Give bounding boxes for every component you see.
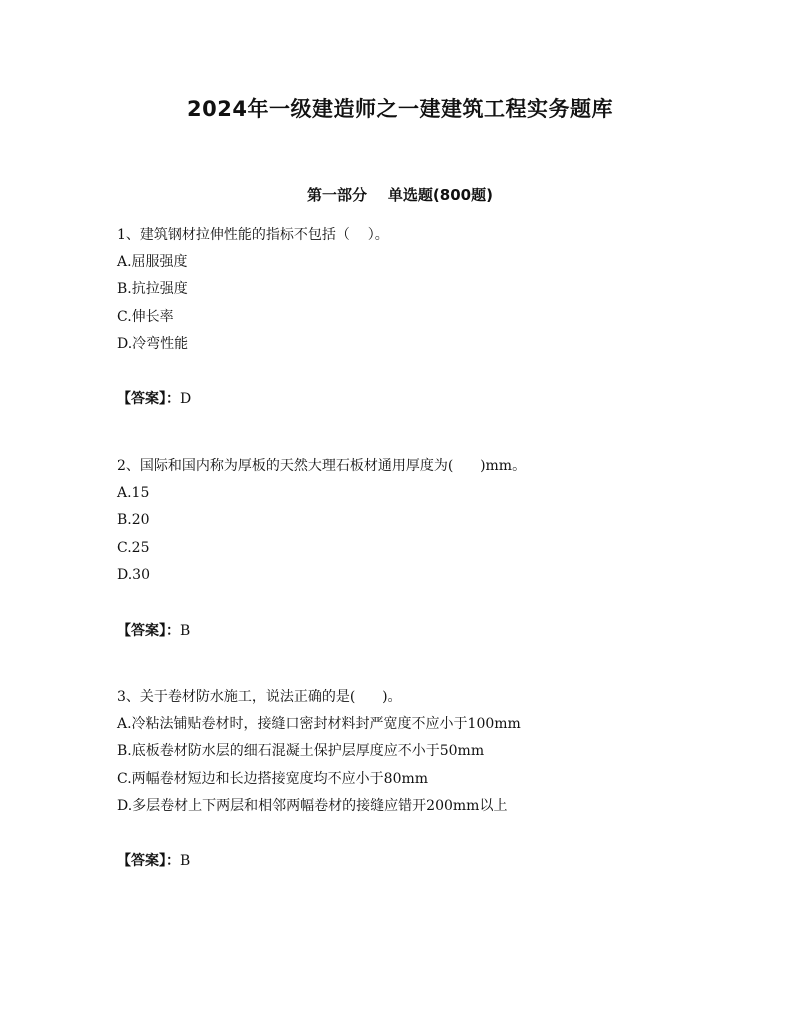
answer-3 [117,848,190,875]
option-a: A.15 [117,485,150,502]
question-1 [117,222,737,358]
option-d: D.多层卷材上下两层和相邻两幅卷材的接缝应错开200mm以上 [117,797,508,814]
question-stem: 1、建筑钢材拉伸性能的指标不包括（ ）。 [117,227,389,243]
question-2 [117,453,737,589]
answer-label: 【答案】： [117,853,180,869]
option-a: A.屈服强度 [117,254,188,271]
section-title: 第一部分 单选题(800题) [307,186,493,204]
option-b: B.抗拉强度 [117,281,188,298]
document-title: 2024年一级建造师之一建建筑工程实务题库 [187,97,613,121]
question-stem: 3、关于卷材防水施工，说法正确的是( )。 [117,689,402,705]
option-d: D.30 [117,566,150,583]
answer-2 [117,618,190,645]
option-c: C.两幅卷材短边和长边搭接宽度均不应小于80mm [117,770,429,787]
question-3 [117,684,737,820]
option-b: B.20 [117,512,150,529]
option-c: C.25 [117,539,150,556]
option-d: D.冷弯性能 [117,335,189,352]
option-a: A.冷粘法铺贴卷材时，接缝口密封材料封严宽度不应小于100mm [117,716,521,733]
answer-label: 【答案】： [117,623,180,639]
answer-value: D [180,391,192,407]
question-stem: 2、国际和国内称为厚板的天然大理石板材通用厚度为( )mm。 [117,458,527,474]
answer-value: B [180,853,191,869]
option-c: C.伸长率 [117,308,174,325]
answer-value: B [180,623,191,639]
option-b: B.底板卷材防水层的细石混凝土保护层厚度应不小于50mm [117,743,485,760]
answer-label: 【答案】： [117,391,180,407]
answer-1 [117,386,191,413]
